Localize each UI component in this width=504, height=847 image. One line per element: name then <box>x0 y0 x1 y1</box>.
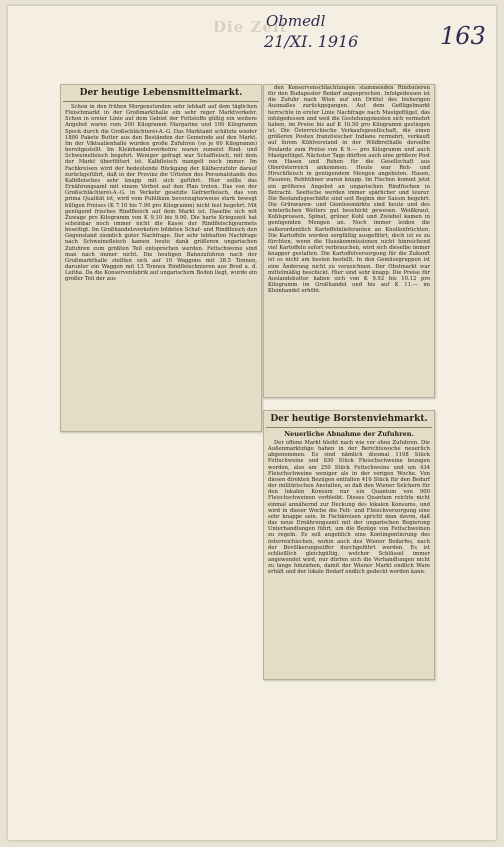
clipping-lebensmittelmarkt <box>60 84 262 432</box>
handwritten-place: Obmedl <box>266 12 326 30</box>
article-title: Der heutige Lebensmittelmarkt. <box>63 88 259 102</box>
article-body: den Konservenschlachtungen stammenden Rindsnieren für den Budapester Bedarf angesprochen. Infolgedessen ist die Zufuhr nach Wien auf ein Drittel des bisherigen Ausmaßes zurückgegangen. Auf dem Geflügelmarkt herrschte in erster Linie Nachfrage nach Mastgeflügel, das infolgedessen und weil die Gestehungskosten sich vermehrt haben, im Preise bis auf K 10.50 pro Kilogramm gestiegen ist. Die Österreichische Verkaufsgesellschaft, die einen größeren Posten französischer Indiane rermehrt, verkauft auf ihrem Kühlverstand in der Wildbrethalle derselbe Poularde zum Preise von K 9.— pro Kilogramm und auch Mastgeflügel. Nächster Tage dürften auch eine größere Post von Hasen und Rehen für die Gesellschaft aus Oberösterreich ankommen. Heute war Reh- und Hirschfleisch in genügendem Mengen angeboten. Hasen, Fasanen, Rebhühner waren knapp. Im Fischen kommt jetzt ein größeres Angebot an ungarischen Rindfischen in Betracht. Seefische werden immer spärlicher und teurer. Die Bestandsgeschäfte sind seit Beginn der Saison begehrt. Die Grünwaren- und Gemüsemärkte sind heute und des winterlichen Wetters gut beschickt gewesen. Weißkraut, Kohlsprossen, Spinat, grüner Kohl und Zwiebel kamen in genügenden Mengen an. Noch immer leiden die außerordentlich Kartoffelnlieferanten an Knollenfrüchten. Die Kartoffeln werden sorgfältig ausgeführt, doch ist es zu fürchten, wenn die Hauskommissionen nicht hinreichend viel Kartoffeln sofort verbrauchen, wird sich dieselbe immer knapper gestalten. Die Kartoffelversorgung für die Zukunft ist es nicht am besten bestellt. In den Gemüsegruppen ist eine Änderung nicht zu verzeichnen. Der Obstmarkt war mittelmäßig beschickt. Hier sind sehr knapp. Die Preise für Auslandsbutter haben sich von K 9.92 bis 10.12 pro Kilogramm im Großhandel und bis auf K 11.— im Kleinhandel erhöht. <box>268 85 430 295</box>
newspaper-masthead: Die Zeit <box>213 18 288 36</box>
article-title: Der heutige Borstenviehmarkt. <box>266 414 432 428</box>
clipping-borstenviehmarkt <box>263 410 435 680</box>
article-subtitle: Neuerliche Abnahme der Zufuhren. <box>284 430 414 438</box>
handwritten-page-number: 163 <box>440 22 486 50</box>
handwritten-date: 21/XI. 1916 <box>264 32 359 51</box>
article-body: Schon in den frühen Morgenstunden sehr lebhaft auf dem täglichen Fleischmarkt in der Großmarkthalle ein sehr reger Marktverkehr. Schon in erster Linie auf dem Gebiet der Fettstoffe gültig ein weitere Angebot waren rum 200 Kilogramm Margarine und 100 Kilogramm Speck durch die Großschlächterei-A.-G. Das Marktamt schätzte wieder 1800 Pakete Butter aus den Beständen der Gemeinde auf den Markt. Im der Viktualienhalle wurden große Zufuhren (so je 60 Kilogramm) bereitgestellt. Im Kleinhandelsverkehre waren zumeist Rind- und Schweinefleisch begehrt. Weniger gefragt war Schaffleisch, mit dem der Markt überfüttert ist. Kalbfleisch mangelt noch immer. Im Fachkreisen wird der bedeutende Rückgang der Kälberzufuhr darauf zurückgeführt, daß in der Provinz die Urlisten des Personalstands des Kalbfleisches sehr knapp mit sich geführt. Hier sollte das Ernährungsamt mit einem Verbot auf den Plan treten. Das von der Großschlächterei-A.-G. in Verkehr gesetzte Gefrierfleisch, das von prima Qualität ist, wird vom Publikum bevorzugterweise stark bewegt billigen Preises (K 7.10 bis 7.90 pro Kilogramm) nicht fest begehrt. Mit genügend frisches Rindfleisch auf dem Markt ist. Daselbe sich mit Zuwage pro Kilogramm von K 9.10 bis 9.90. Die harte Kriegszeit hat scheinbar noch immer nicht die Kasse der Rindfleischgourmets beseitigt. Im Großhandelsverkehre bildeten Schaf- und Rindfleisch den Gegenstand ziemlich guter Nachfrage. Der sehr lebhaften Nachfrage nach Schweinefleisch kamen heute dank größeren ungarischen Zufuhren zum größten Teil entsprochen werden. Fettschweine sind man nach immer nicht. Die heutigen Bahnzufuhren nach der Großmarkthalle stellten sich auf 10 Waggons mit 38.5 Tonnen, darunter ein Waggon mit 13 Tonnen Rindfleischnieren aus Brod a. d. Leitha. Da die Konservenfabrik auf ungarischem Boden liegt, wurde ein großer Teil der aus <box>65 104 257 283</box>
article-body: Der offene Markt bleibt nach wie vor ohne Zufuhren. Die Außenmarktzüge haben in der Berichtswoche neuerlich abgenommen. Es sind nämlich diesmal 1198 Stück Fettschweine und 830 Stück Fleischschweine bezogen worden, also um 250 Stück Fettschweine und um 434 Fleischschweine weniger als in der vorigen Woche. Von diesen direkten Bezügen entfallen 416 Stück für den Bedarf der militärischen Anstalten, so daß den Wiener Selchern für den lokalen Konsum nur ein Quantum von 900 Fleischschweinen verbleibt. Dieses Quantum reichte nicht einmal annähernd zur Deckung des lokalen Konsums, und wird in dieser Woche die Fett- und Fleischversorgung eine sehr knappe sein. In Fachkreisen spricht man davon, daß das neue Ernährungsamt mit der ungarischen Regierung Unterhandlungen führt, um die Bezüge von Fettschweinen zu regeln. Es soll angeblich eine Kontingentierung des österreichischen, wohin auch des Wiener Bedarfes, nach der Bevölkerungsziffer durchgeführt werden. Es ist schließlich gleichgültig, welcher Schlüssel immer angewendet wird, nur dürfen sich die Verhandlungen nicht zu lange hinziehen, damit der Wiener Markt endlich Ware erhält und der lokale Bedarf endlich gedeckt werden kann. <box>268 440 430 576</box>
clipping-lebensmittelmarkt-continued <box>263 84 435 398</box>
